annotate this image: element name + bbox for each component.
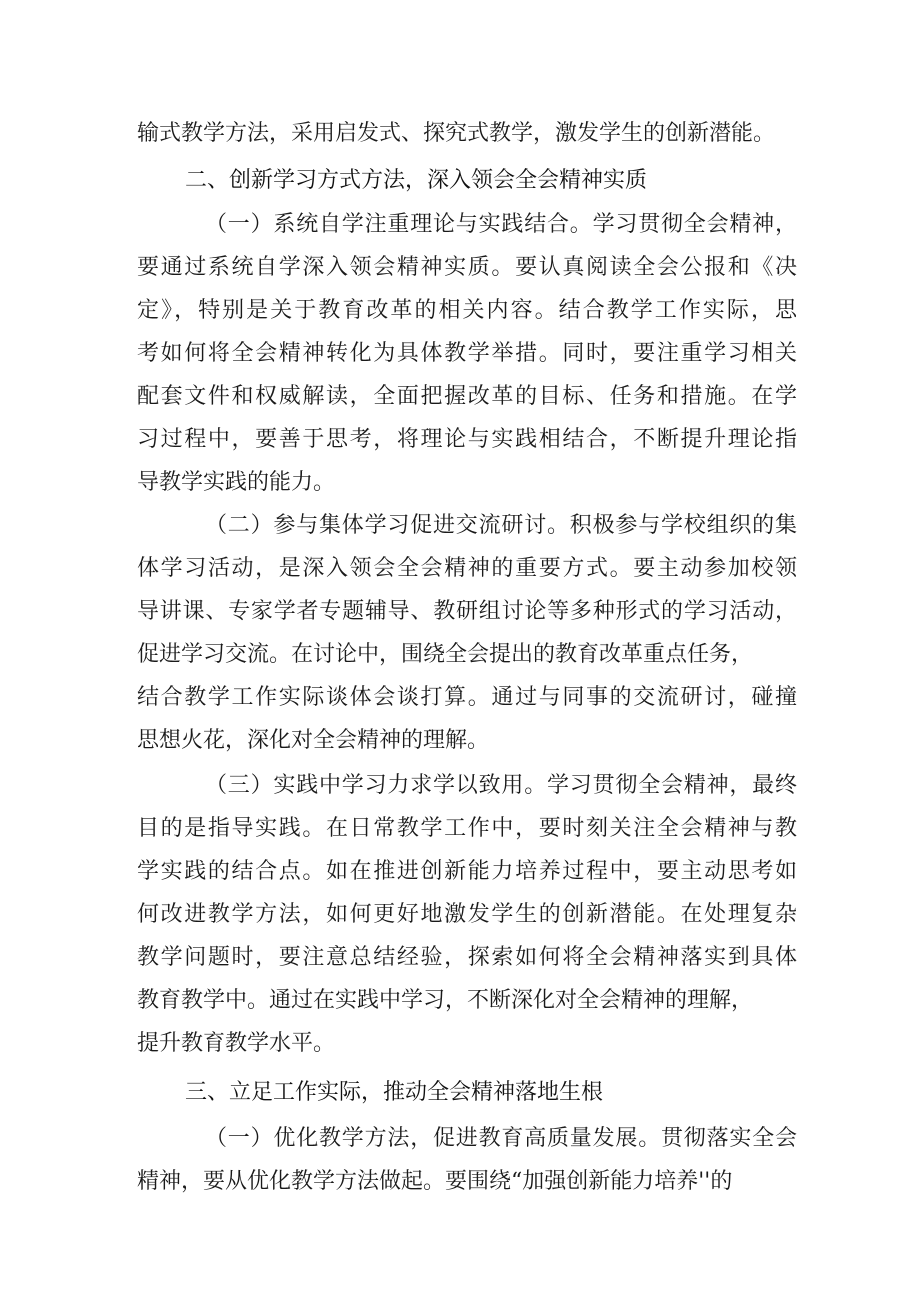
paragraph-line: 习过程中，要善于思考，将理论与实践相结合，不断提升理论指 — [137, 427, 797, 452]
paragraph-line: 目的是指导实践。在日常教学工作中，要时刻关注全会精神与教 — [137, 816, 797, 841]
paragraph-line: 导教学实践的能力。 — [137, 470, 336, 495]
paragraph-line: （三）实践中学习力求学以致用。学习贯彻全会精神，最终 — [205, 773, 797, 798]
paragraph-line: 结合教学工作实际谈体会谈打算。通过与同事的交流研讨，碰撞 — [137, 685, 797, 710]
paragraph-line: 要通过系统自学深入领会精神实质。要认真阅读全会公报和《决 — [137, 255, 797, 280]
paragraph-line: 促进学习交流。在讨论中，围绕全会提出的教育改革重点任务， — [137, 642, 754, 667]
paragraph-line: 输式教学方法，采用启发式、探究式教学，激发学生的创新潜能。 — [137, 121, 776, 146]
paragraph-line: 定》，特别是关于教育改革的相关内容。结合教学工作实际，思 — [137, 298, 797, 323]
paragraph-line: （一）优化教学方法，促进教育高质量发展。贯彻落实全会 — [205, 1126, 797, 1151]
paragraph-line: 配套文件和权威解读，全面把握改革的目标、任务和措施。在学 — [137, 384, 797, 409]
paragraph-line: 导讲课、专家学者专题辅导、教研组讨论等多种形式的学习活动， — [137, 599, 797, 624]
paragraph-line: 教学问题时，要注意总结经验，探索如何将全会精神落实到具体 — [137, 945, 797, 970]
paragraph-line: 教育教学中。通过在实践中学习，不断深化对全会精神的理解， — [137, 988, 754, 1013]
paragraph-line: （二）参与集体学习促进交流研讨。积极参与学校组织的集 — [205, 513, 797, 538]
section-heading-two: 二、创新学习方式方法，深入领会全会精神实质 — [185, 168, 648, 193]
paragraph-line: 提升教育教学水平。 — [137, 1031, 336, 1056]
paragraph-line: 体学习活动，是深入领会全会精神的重要方式。要主动参加校领 — [137, 556, 797, 581]
paragraph-line: （一）系统自学注重理论与实践结合。学习贯彻全会精神， — [205, 212, 797, 237]
paragraph-line: 学实践的结合点。如在推进创新能力培养过程中，要主动思考如 — [137, 859, 797, 884]
paragraph-line: 精神，要从优化教学方法做起。要围绕“加强创新能力培养''的 — [137, 1169, 733, 1194]
paragraph-line: 思想火花，深化对全会精神的理解。 — [137, 728, 490, 753]
section-heading-three: 三、立足工作实际，推动全会精神落地生根 — [185, 1080, 604, 1105]
paragraph-line: 何改进教学方法，如何更好地激发学生的创新潜能。在处理复杂 — [137, 902, 797, 927]
paragraph-line: 考如何将全会精神转化为具体教学举措。同时，要注重学习相关 — [137, 341, 797, 366]
